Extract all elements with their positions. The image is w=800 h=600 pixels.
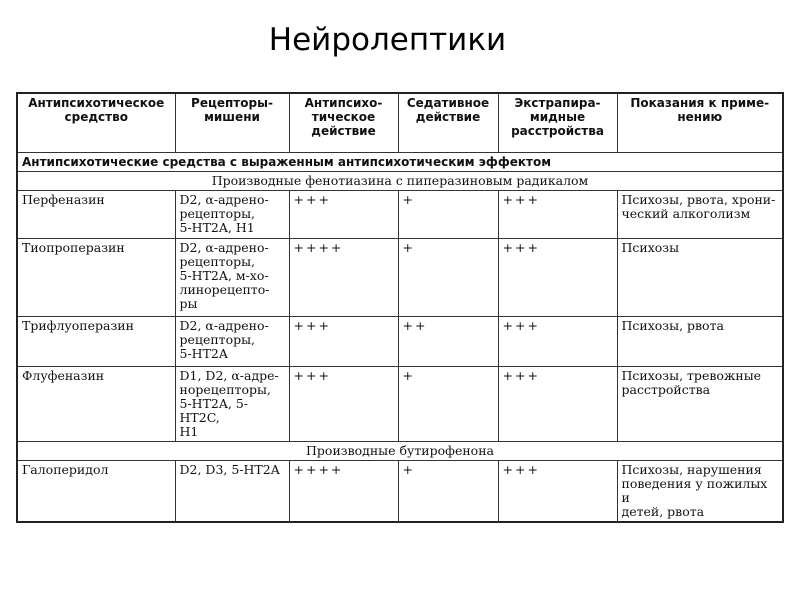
antipsychotic-cell: ++++ bbox=[289, 239, 398, 317]
table-row bbox=[17, 317, 783, 367]
receptors-cell: D2, D3, 5-HT2A bbox=[175, 461, 289, 523]
section-title: Антипсихотические средства с выраженным антипсихотическим эффектом bbox=[17, 153, 783, 172]
eps-cell: +++ bbox=[498, 367, 617, 442]
drug-name: Тиопроперазин bbox=[17, 239, 175, 317]
header-sedative: Седативное действие bbox=[398, 93, 498, 153]
header-antipsychotic: Антипсихо-тическое действие bbox=[289, 93, 398, 153]
sedative-cell: + bbox=[398, 239, 498, 317]
sedative-cell: + bbox=[398, 367, 498, 442]
page-title: Нейролептики bbox=[268, 22, 507, 58]
sedative-cell: + bbox=[398, 191, 498, 239]
eps-cell: +++ bbox=[498, 239, 617, 317]
neuroleptics-table bbox=[16, 92, 784, 523]
eps-cell: +++ bbox=[498, 191, 617, 239]
eps-cell: +++ bbox=[498, 317, 617, 367]
indications-cell: Психозы, рвота bbox=[617, 317, 783, 367]
group-title-butyrophenone: Производные бутирофенона bbox=[17, 442, 783, 461]
indications-cell: Психозы, рвота, хрони- ческий алкоголизм bbox=[617, 191, 783, 239]
receptors-cell: D2, α-адрено- рецепторы, 5-HT2A, H1 bbox=[175, 191, 289, 239]
eps-cell: +++ bbox=[498, 461, 617, 523]
drug-name: Трифлуоперазин bbox=[17, 317, 175, 367]
header-indications: Показания к приме-нению bbox=[617, 93, 783, 153]
section-row bbox=[17, 153, 783, 172]
drug-name: Галоперидол bbox=[17, 461, 175, 523]
antipsychotic-cell: +++ bbox=[289, 367, 398, 442]
group-row bbox=[17, 172, 783, 191]
header-receptors: Рецепторы-мишени bbox=[175, 93, 289, 153]
group-row bbox=[17, 442, 783, 461]
table-header-row bbox=[17, 93, 783, 153]
table-row bbox=[17, 239, 783, 317]
sedative-cell: + bbox=[398, 461, 498, 523]
receptors-cell: D2, α-адрено- рецепторы, 5-HT2A, м-хо- линорецепто- ры bbox=[175, 239, 289, 317]
receptors-cell: D2, α-адрено- рецепторы, 5-HT2A bbox=[175, 317, 289, 367]
indications-cell: Психозы bbox=[617, 239, 783, 317]
table-row bbox=[17, 191, 783, 239]
indications-cell: Психозы, тревожные расстройства bbox=[617, 367, 783, 442]
table-row bbox=[17, 367, 783, 442]
receptors-cell: D1, D2, α-адре- норецепторы, 5-HT2A, 5-HT2C, H1 bbox=[175, 367, 289, 442]
sedative-cell: ++ bbox=[398, 317, 498, 367]
drug-name: Перфеназин bbox=[17, 191, 175, 239]
antipsychotic-cell: +++ bbox=[289, 317, 398, 367]
group-title-phenothiazine: Производные фенотиазина с пиперазиновым радикалом bbox=[17, 172, 783, 191]
indications-cell: Психозы, нарушения поведения у пожилых и детей, рвота bbox=[617, 461, 783, 523]
antipsychotic-cell: +++ bbox=[289, 191, 398, 239]
header-drug: Антипсихотическое средство bbox=[17, 93, 175, 153]
drug-name: Флуфеназин bbox=[17, 367, 175, 442]
header-eps: Экстрапира-мидные расстройства bbox=[498, 93, 617, 153]
antipsychotic-cell: ++++ bbox=[289, 461, 398, 523]
table-row bbox=[17, 461, 783, 523]
